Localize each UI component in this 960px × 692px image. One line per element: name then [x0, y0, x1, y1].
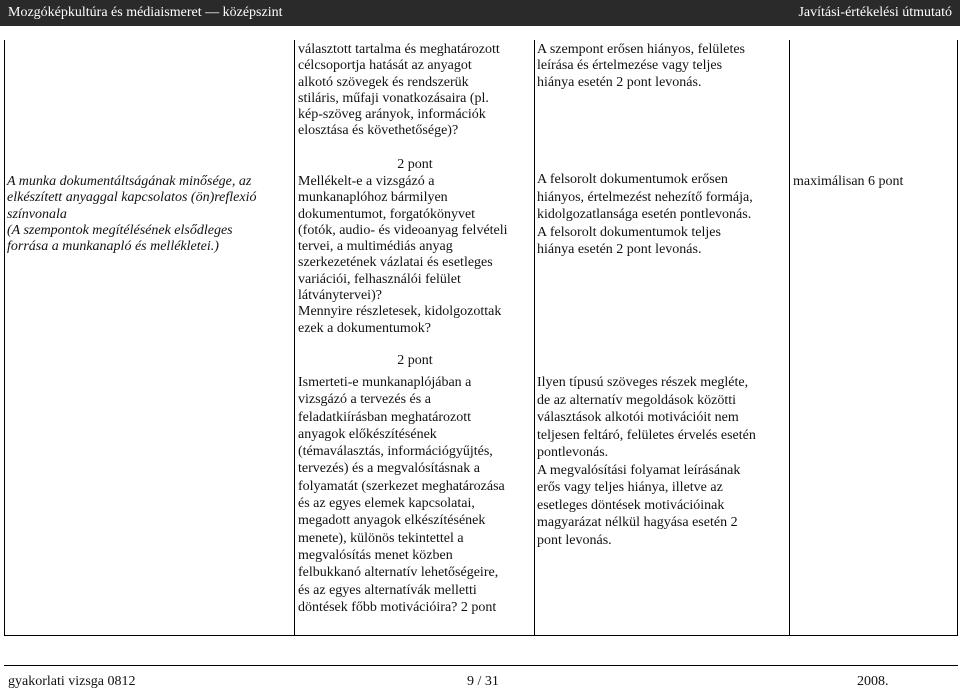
deduction-cell-3: Ilyen típusú szöveges részek megléte, de az alternatív megoldások közötti választások alkotói motivációit nem teljesen feltáró, felületes érvelés esetén pontlevonás. A megvalósítási folyamat leírásának erős vagy teljes hiánya, illetve az esetleges döntések motivációinak magyarázat nélkül hagyása esetén 2 pont levonás. [537, 375, 756, 548]
footer-exam-label: gyakorlati vizsga 0812 [8, 674, 136, 689]
header-subtitle: Javítási-értékelési útmutató [798, 5, 952, 20]
footer-year: 2008. [857, 674, 889, 689]
criterion-cell: A munka dokumentáltságának minősége, az elkészített anyaggal kapcsolatos (ön)reflexió színvonala (A szempontok megítélésének elsődleges forrása a munkanapló és mellékletei.) [7, 174, 257, 255]
page-header [0, 0, 960, 26]
points-cell-2: 2 pont [397, 353, 433, 368]
questions-cell-3: Ismerteti-e munkanaplójában a vizsgázó a tervezés és a feladatkiírásban meghatározott anyagok előkészítésének (témaválasztás, információgyűjtés, tervezés) és a megvalósításnak a folyamatát (szerkezet meghatározása és az egyes elemek kapcsolatai, megadott anyagok elkészítésének menete), különös tekintettel a megvalósítás menet közben felbukkanó alternatív lehetőségeire, és az egyes alternatívák melletti döntések főbb motivációira? 2 pont [298, 375, 505, 615]
deduction-cell-1: A szempont erősen hiányos, felületes leírása és értelmezése vagy teljes hiánya esetén 2 pont levonás. [537, 42, 746, 90]
footer-rule [4, 665, 958, 666]
table-border-left [4, 40, 5, 636]
table-divider-1 [294, 40, 295, 636]
table-border-bottom [4, 635, 958, 636]
points-cell-1: 2 pont [397, 157, 433, 172]
table-border-right [957, 40, 958, 636]
deduction-cell-2: A felsorolt dokumentumok erősen hiányos, értelmezést nehezítő formája, kidolgozatlansága esetén pontlevonás. A felsorolt dokumentumok teljes hiánya esetén 2 pont levonás. [537, 172, 753, 257]
header-title: Mozgóképkultúra és médiaismeret — középszint [8, 5, 283, 20]
max-points-cell: maximálisan 6 pont [793, 174, 904, 189]
questions-cell-2: Mellékelt-e a vizsgázó a munkanaplóhoz bármilyen dokumentumot, forgatókönyvet (fotók, audio- és videoanyag felvételi tervei, a multimédiás anyag szerkezetének vázlatai és esetleges variációi, felhasználói felület látványtervei)? Mennyire részletesek, kidolgozottak ezek a dokumentumok? [298, 174, 508, 336]
table-divider-3 [789, 40, 790, 636]
footer-page-number: 9 / 31 [467, 674, 499, 689]
assessment-table [4, 40, 958, 636]
questions-cell-1: választott tartalma és meghatározott célcsoportja hatását az anyagot alkotó szövegek és rendszerük stiláris, műfaji vonatkozásaira (pl. kép-szöveg arányok, információk elosztása és követhetősége)? [298, 42, 500, 139]
